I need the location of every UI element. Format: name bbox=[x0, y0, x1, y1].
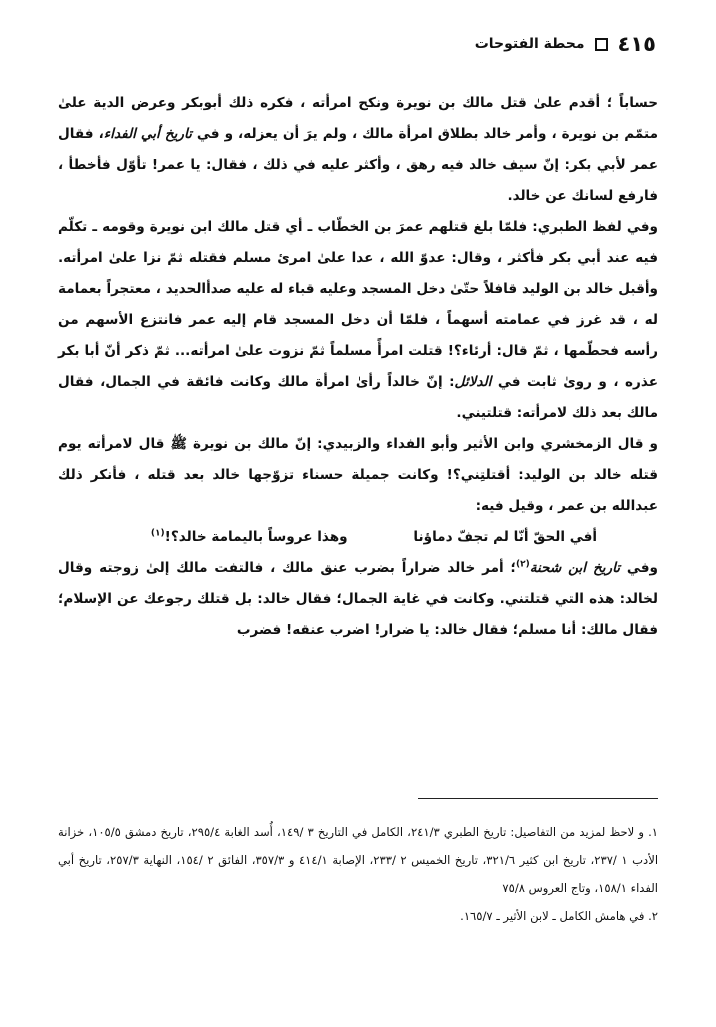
footnote-ref: (١) bbox=[150, 528, 165, 539]
verse-second-hemistich: وهذا عروساً باليمامة خالد؟!$^{(١)}$ bbox=[150, 528, 348, 545]
paragraph-2: وفي لفظ الطبري: فلمّا بلغ قتلهم عمرَ بن الخطّاب ـ أي قتل مالك ابن نويرة وقومه ـ تكلّم فيه عند أبي بكر فأكثر ، وقال: عدوّ الله ، عدا علىٰ امرئ مسلم فقتله ثمّ نزا علىٰ امرأته. وأقبل خالد بن الوليد قافلاً حتّىٰ دخل المسجد وعليه قباء له عليه صدأالحديد ، معتجراً بعمامة له ، قد غرز في عمامته أسهماً ، فلمّا أن دخل المسجد قام إليه عمر فانتزع الأسهم من رأسه فحطّمها ، ثمّ قال: أرئاء؟! قتلت امرأً مسلماً ثمّ نزوت علىٰ امرأته... ثمّ ذكر أنّ أبا بكر عذره ، و روىٰ ثابت في الدلائل: إنّ خالداً رأىٰ امرأة مالك وكانت فائقة في الجمال، فقال مالك بعد ذلك لامرأته: قتلتيني. bbox=[58, 219, 658, 421]
paragraph-4: وفي تاريخ ابن شحنة$^{(٢)}$؛ أمر خالد ضراراً بضرب عنق مالك ، فالتفت مالك إلىٰ زوجته وقال لخالد: هذه التي قتلتني. وكانت في غاية الجمال؛ فقال خالد: بل قتلك رجوعك عن الإسلام؛ فقال مالك: أنا مسلم؛ فقال خالد: يا ضرار! اضرب عنقه! فضرب bbox=[58, 559, 658, 638]
paragraph-1: حساباً ؛ أقدم علىٰ قتل مالك بن نويرة ونكح امرأته ، فكره ذلك أبوبكر وعرض الدية علىٰ متمّم بن نويرة ، وأمر خالد بطلاق امرأة مالك ، ولم يرَ أن يعزله، و في تاريخ أبي الفداء، فقال عمر لأبي بكر: إنّ سيف خالد فيه رهق ، وأكثر عليه في ذلك ، فقال: يا عمر! تأوّل فأخطأ ، فارفع لسانك عن خالد. bbox=[58, 95, 658, 204]
paragraph-3: و قال الزمخشري وابن الأثير وأبو الفداء والزبيدي: إنّ مالك بن نويرة ﷺ قال لامرأته يوم قتله خالد بن الوليد: أقتلتِني؟! وكانت جميلة حسناء تزوّجها خالد بعد قتله ، فأنكر ذلك عبدالله بن عمر ، وقيل فيه: bbox=[58, 436, 658, 514]
source-title: تاريخ أبي الفداء bbox=[103, 126, 192, 142]
footnote-1: ١. و لاحظ لمزيد من التفاصيل: تاريخ الطبري ٢٤١/٣، الكامل في التاريخ ٣ /١٤٩، أُسد الغابة ٢٩٥/٤، تاريخ دمشق ١٠٥/٥، خزانة الأدب ١ /٢٣٧، تاريخ ابن كثير ٣٢١/٦، تاريخ الخميس ٢ /٢٣٣، الإصابة ٤١٤/١ و ٣٥٧/٣، الفائق ٢ /١٥٤، النهاية ٢٥٧/٣، تاريخ أبي الفداء ١٥٨/١، وتاج العروس ٧٥/٨ bbox=[58, 825, 659, 895]
footnote-2: ٢. في هامش الكامل ـ لابن الأثير ـ ١٦٥/٧. bbox=[460, 909, 658, 923]
source-title: تاريخ ابن شحنة bbox=[529, 560, 620, 576]
running-title: محطة الفتوحات bbox=[474, 36, 585, 52]
main-text bbox=[58, 88, 658, 646]
page-number: ٤١٥ bbox=[617, 32, 656, 56]
source-title: الدلائل bbox=[454, 374, 492, 390]
page-header bbox=[56, 30, 656, 58]
footnotes bbox=[58, 818, 658, 930]
poetry-verse bbox=[58, 522, 658, 553]
footnote-ref: (٢) bbox=[515, 559, 530, 570]
footnote-divider bbox=[418, 798, 658, 799]
square-ornament-icon bbox=[595, 38, 608, 51]
verse-first-hemistich: أفي الحقّ أنّا لم تجفّ دماؤنا bbox=[413, 529, 598, 545]
